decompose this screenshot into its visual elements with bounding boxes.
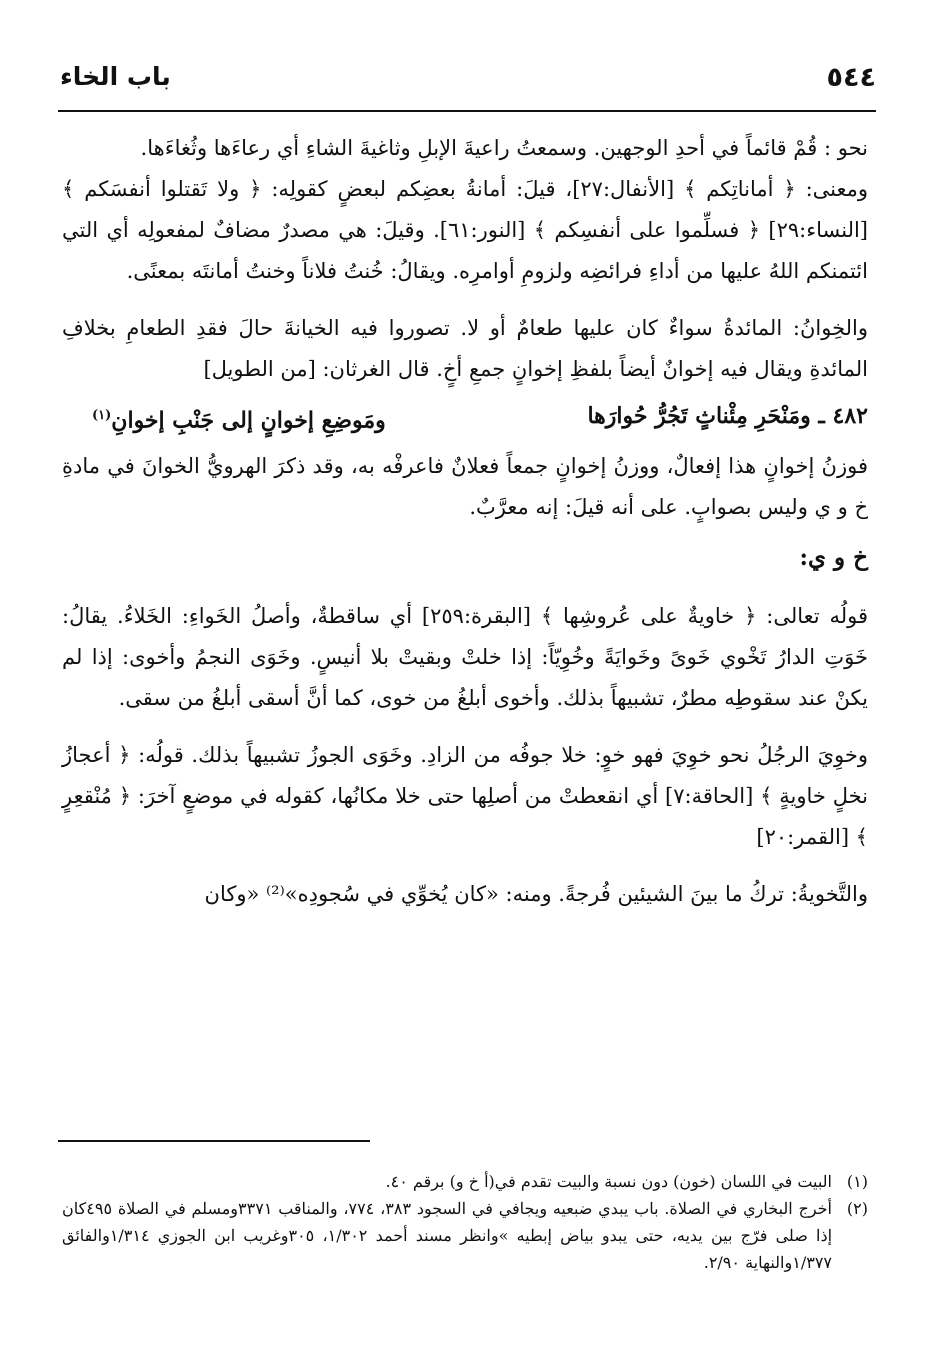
paragraph-1: نحو : قُمْ قائماً في أحدِ الوجهين. وسمعتُ راعيةَ الإبلِ وثاغيةَ الشاءِ أي رعاءَها وثُغاءَها. — [140, 136, 868, 160]
paragraph-3: والخِوانُ: المائدةُ سواءٌ كان عليها طعامٌ أو لا. تصوروا فيه الخيانةَ حالَ فقدِ الطعامِ بخلافِ المائدةِ ويقال فيه إخوانٌ أيضاً بلفظِ إخوانٍ جمعِ أخٍ. قال الغرثان: [من الطويل] — [62, 316, 868, 381]
footnote-1 — [62, 1168, 868, 1195]
page-header — [60, 62, 876, 102]
section-paragraph-3: والتَّخويةُ: تركُ ما بينَ الشيئين فُرجةً. ومنه: «كان يُخوِّي في سُجودِه»⁽²⁾ «وكان — [204, 882, 868, 907]
footnote-number: (٢) — [846, 1199, 868, 1218]
footnote-marker-1: (١) — [92, 408, 112, 423]
running-title: باب الخاء — [60, 62, 171, 91]
page-number: ٥٤٤ — [826, 62, 876, 93]
footnotes — [62, 1168, 868, 1276]
verse-second-hemistich: ومَوضِعِ إخوانٍ إلى جَنْبِ إخوانِ$^{(١)}$ — [92, 407, 386, 434]
footnote-2 — [62, 1195, 868, 1276]
verse-first-hemistich: ٤٨٢ ـ ومَنْحَرِ مِئْناثٍ تَجُرُّ حُوارَها — [587, 403, 868, 429]
paragraph-2: ومعنى: ﴿ أماناتِكم ﴾ [الأنفال:٢٧]، قيلَ: أمانةُ بعضِكم لبعضٍ كقولِه: ﴿ ولا تَقتلوا أنفسَكم ﴾ [النساء:٢٩] ﴿ فسلِّموا على أنفسِكم ﴾ [النور:٦١]. وقيلَ: هي مصدرٌ مضافٌ لمفعولِه أي التي ائتمنكم اللهُ عليها من أداءِ فرائضِه ولزومِ أوامرِه. ويقالُ: خُنتُ فلاناً وخنتُ أمانتَه بمعنًى. — [62, 177, 869, 283]
section-heading: خ و ي: — [799, 544, 868, 572]
footnote-text: البيت في اللسان (خون) دون نسبة والبيت تقدم في(أ خ و) برقم ٤٠. — [385, 1172, 832, 1191]
verse-line — [62, 396, 868, 440]
footnote-rule — [58, 1140, 370, 1142]
footnote-text: أخرج البخاري في الصلاة. باب يبدي ضبعيه ويجافي في السجود ٣٨٣، ٧٧٤، والمناقب ٣٣٧١ومسلم في الصلاة ٤٩٥كان إذا صلى فرّج بين يديه، حتى يبدو بياض إبطيه »وانظر مسند أحمد ١/٣٠٢، ٣٠٥وغريب ابن الجوزي ١/٣١٤والفائق ١/٣٧٧والنهاية ٢/٩٠. — [62, 1199, 833, 1272]
page-body — [62, 128, 868, 915]
header-rule — [58, 110, 876, 112]
section-paragraph-1: قولُه تعالى: ﴿ خاويةٌ على عُروشِها ﴾ [البقرة:٢٥٩] أي ساقطةٌ، وأصلُ الخَواءِ: الخَلاءُ. يقالُ: خَوَتِ الدارُ تَخْوي خَوىً وخَوايَةً وخُوِيّاً: إذا خلتْ وبقيتْ بلا أنيسٍ. وخَوَى النجمُ وأخوى: إذا لم يكنْ عند سقوطِه مطرٌ، تشبيهاً بذلك. وأخوى أبلغُ من خوى، كما أنَّ أسقى أبلغُ من سقى. — [62, 604, 869, 711]
paragraph-after-verse: فوزنُ إخوانٍ هذا إفعالٌ، ووزنُ إخوانٍ جمعاً فعلانٌ فاعرفْه به، وقد ذكرَ الهرويُّ الخوانَ في مادةِ خ و ي وليس بصوابٍ. على أنه قيلَ: إنه معرَّبٌ. — [62, 454, 868, 520]
section-paragraph-2: وخوِيَ الرجُلُ نحو خوِيَ فهو خوٍ: خلا جوفُه من الزادِ. وخَوَى الجوزُ تشبيهاً بذلك. قولُه: ﴿ أعجازُ نخلٍ خاويةٍ ﴾ [الحاقة:٧] أي انقعطتْ من أصلِها حتى خلا مكانُها، كقوله في موضعٍ آخرَ: ﴿ مُنْقعِرٍ ﴾ [القمر:٢٠] — [62, 743, 868, 850]
footnote-number: (١) — [846, 1172, 868, 1191]
